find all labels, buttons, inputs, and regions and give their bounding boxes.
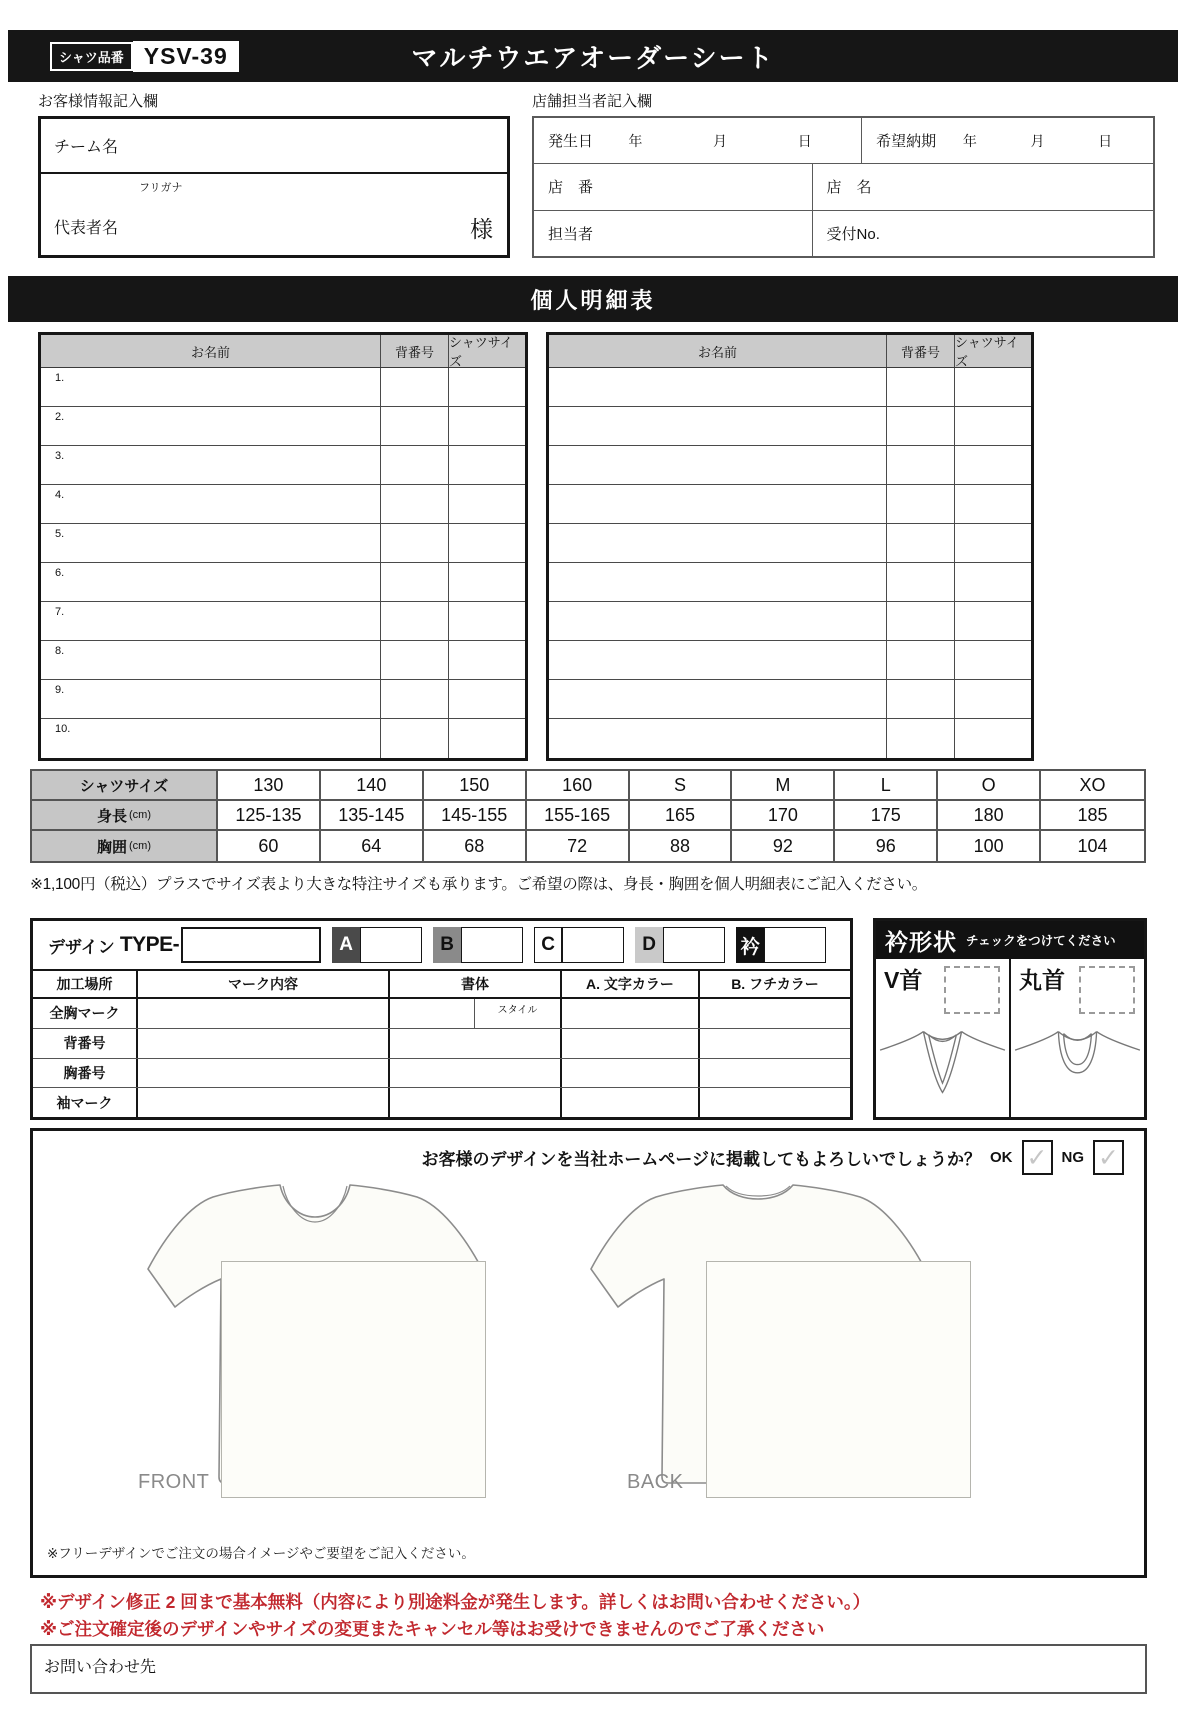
roster-table-right bbox=[546, 332, 1034, 761]
column-typeface: 書体 bbox=[390, 971, 562, 997]
roster-row bbox=[549, 641, 1031, 680]
size-row-value: O bbox=[938, 771, 1041, 799]
design-option-entry[interactable] bbox=[562, 927, 624, 963]
mark-table-header bbox=[33, 971, 850, 999]
roster-row bbox=[41, 680, 525, 719]
size-row bbox=[32, 771, 1144, 801]
ng-checkbox[interactable] bbox=[1093, 1140, 1124, 1175]
back-number-cell[interactable] bbox=[381, 485, 449, 523]
chest-row bbox=[32, 831, 1144, 861]
design-option-entry[interactable] bbox=[360, 927, 422, 963]
shirt-size-cell[interactable] bbox=[449, 368, 525, 406]
back-print-area[interactable] bbox=[706, 1261, 971, 1498]
typeface-cell[interactable] bbox=[390, 1029, 562, 1058]
mark-content-cell[interactable] bbox=[138, 1059, 390, 1088]
roster-row bbox=[549, 368, 1031, 407]
chest-row-value: 104 bbox=[1041, 831, 1144, 861]
back-number-cell[interactable] bbox=[887, 641, 955, 679]
back-number-cell[interactable] bbox=[381, 368, 449, 406]
issue-date-field[interactable] bbox=[534, 118, 862, 163]
round-neck-checkbox[interactable] bbox=[1079, 966, 1135, 1014]
back-number-cell[interactable] bbox=[887, 719, 955, 758]
product-number-label: シャツ品番 bbox=[50, 42, 133, 71]
issue-date-ymd bbox=[593, 131, 847, 151]
typeface-cell[interactable] bbox=[390, 999, 562, 1028]
roster-row bbox=[549, 719, 1031, 758]
design-option-entry[interactable] bbox=[461, 927, 523, 963]
height-row-value: 135-145 bbox=[321, 801, 424, 829]
name-cell[interactable]: 2. bbox=[41, 407, 381, 445]
roster-row bbox=[41, 563, 525, 602]
day-label: 日 bbox=[797, 132, 812, 149]
collar-option-round bbox=[1009, 959, 1144, 1117]
roster-row bbox=[41, 485, 525, 524]
type-label: TYPE- bbox=[119, 933, 180, 956]
letter-color-cell[interactable] bbox=[562, 1029, 700, 1058]
size-row-value: 140 bbox=[321, 771, 424, 799]
roster-row bbox=[41, 524, 525, 563]
name-cell[interactable] bbox=[549, 680, 887, 718]
vneck-label: V首 bbox=[884, 967, 923, 993]
store-row-shop bbox=[534, 164, 1153, 210]
shirt-size-cell[interactable] bbox=[955, 485, 1031, 523]
ng-label: NG bbox=[1061, 1149, 1084, 1166]
chest-row-value: 92 bbox=[732, 831, 835, 861]
roster-row bbox=[549, 680, 1031, 719]
day-label: 日 bbox=[1098, 132, 1113, 149]
size-row-value: 150 bbox=[424, 771, 527, 799]
unit-label: (cm) bbox=[129, 840, 151, 852]
height-row-value: 185 bbox=[1041, 801, 1144, 829]
customer-info-box bbox=[38, 116, 510, 258]
mark-row-2 bbox=[33, 1029, 850, 1059]
size-row-value: 160 bbox=[527, 771, 630, 799]
process-place-label: 全胸マーク bbox=[33, 999, 138, 1028]
roster-row bbox=[41, 602, 525, 641]
name-cell[interactable]: 5. bbox=[41, 524, 381, 562]
letter-color-cell[interactable] bbox=[562, 1088, 700, 1117]
column-process-place: 加工場所 bbox=[33, 971, 138, 997]
name-cell[interactable] bbox=[549, 485, 887, 523]
chest-row-value: 68 bbox=[424, 831, 527, 861]
roster-row bbox=[41, 641, 525, 680]
chest-row-value: 60 bbox=[218, 831, 321, 861]
name-cell[interactable] bbox=[549, 407, 887, 445]
design-option-label: A bbox=[332, 927, 360, 963]
design-option-label: C bbox=[534, 927, 562, 963]
collar-header bbox=[876, 921, 1144, 959]
chest-row-label bbox=[32, 831, 218, 861]
shirt-size-cell[interactable] bbox=[955, 446, 1031, 484]
mark-content-cell[interactable] bbox=[138, 1088, 390, 1117]
header-bar bbox=[8, 30, 1178, 82]
column-back-number: 背番号 bbox=[887, 335, 955, 367]
collar-title: 衿形状 bbox=[885, 928, 957, 955]
height-row-value: 155-165 bbox=[527, 801, 630, 829]
shirt-size-cell[interactable] bbox=[955, 368, 1031, 406]
back-number-cell[interactable] bbox=[381, 563, 449, 601]
chest-row-value: 96 bbox=[835, 831, 938, 861]
roster-row bbox=[549, 446, 1031, 485]
collar-options bbox=[876, 959, 1144, 1117]
edge-color-cell[interactable] bbox=[700, 999, 850, 1028]
design-option-label: 衿 bbox=[736, 927, 764, 963]
name-cell[interactable]: 4. bbox=[41, 485, 381, 523]
shirt-size-cell[interactable] bbox=[955, 680, 1031, 718]
customer-section-label: お客様情報記入欄 bbox=[38, 93, 159, 110]
design-type-row bbox=[33, 921, 850, 971]
shirt-size-cell[interactable] bbox=[955, 524, 1031, 562]
chest-row-value: 100 bbox=[938, 831, 1041, 861]
store-row-dates bbox=[534, 118, 1153, 164]
publish-permission-row bbox=[422, 1140, 1124, 1175]
size-row-value: 130 bbox=[218, 771, 321, 799]
size-note: ※1,100円（税込）プラスでサイズ表より大きな特注サイズも承ります。ご希望の際は、身長・胸囲を個人明細表にご記入ください。 bbox=[30, 876, 927, 893]
page-title: マルチウエアオーダーシート bbox=[411, 42, 775, 73]
notice-cancel: ※ご注文確定後のデザインやサイズの変更またキャンセル等はお受けできませんのでご了承ください bbox=[40, 1619, 825, 1639]
collar-option-vneck bbox=[876, 959, 1009, 1117]
height-row-value: 175 bbox=[835, 801, 938, 829]
back-number-cell[interactable] bbox=[381, 407, 449, 445]
column-name: お名前 bbox=[41, 335, 381, 367]
staff-label: 担当者 bbox=[548, 225, 594, 243]
staff-field[interactable] bbox=[534, 211, 813, 256]
year-label: 年 bbox=[628, 132, 643, 149]
roster-row bbox=[41, 446, 525, 485]
chest-row-value: 88 bbox=[630, 831, 733, 861]
size-row-value: S bbox=[630, 771, 733, 799]
back-number-cell[interactable] bbox=[887, 602, 955, 640]
name-cell[interactable] bbox=[549, 641, 887, 679]
mark-content-cell[interactable] bbox=[138, 999, 390, 1028]
store-name-label: 店 名 bbox=[826, 179, 872, 197]
design-type-input[interactable] bbox=[181, 927, 321, 963]
process-place-label: 胸番号 bbox=[33, 1059, 138, 1088]
design-box bbox=[30, 918, 853, 1120]
name-cell[interactable]: 7. bbox=[41, 602, 381, 640]
column-shirt-size: シャツサイズ bbox=[955, 335, 1019, 369]
roster-row bbox=[549, 524, 1031, 563]
store-section-label: 店舗担当者記入欄 bbox=[532, 93, 653, 110]
name-cell[interactable] bbox=[549, 446, 887, 484]
front-label: FRONT bbox=[138, 1471, 210, 1493]
round-neck-label: 丸首 bbox=[1019, 967, 1065, 993]
shirt-size-cell[interactable] bbox=[449, 563, 525, 601]
back-number-cell[interactable] bbox=[381, 680, 449, 718]
month-label: 月 bbox=[1030, 132, 1045, 149]
store-number-label: 店 番 bbox=[548, 179, 594, 197]
desired-date-ymd bbox=[936, 131, 1139, 151]
height-row-label-text: 身長 bbox=[96, 807, 127, 825]
shirt-size-cell[interactable] bbox=[955, 407, 1031, 445]
roster-header bbox=[41, 335, 525, 368]
roster-row bbox=[41, 407, 525, 446]
publish-question: お客様のデザインを当社ホームページに掲載してもよろしいでしょうか？ bbox=[421, 1150, 981, 1169]
back-number-cell[interactable] bbox=[887, 563, 955, 601]
typeface-cell[interactable] bbox=[390, 1059, 562, 1088]
name-cell[interactable] bbox=[549, 368, 887, 406]
store-info-table bbox=[532, 116, 1155, 258]
design-option-C bbox=[534, 927, 624, 963]
back-number-cell[interactable] bbox=[887, 368, 955, 406]
shirt-size-cell[interactable] bbox=[449, 524, 525, 562]
size-row-value: XO bbox=[1041, 771, 1144, 799]
size-chart-table bbox=[30, 769, 1146, 863]
details-section-title: 個人明細表 bbox=[8, 276, 1178, 322]
back-number-cell[interactable] bbox=[887, 485, 955, 523]
column-mark-content: マーク内容 bbox=[138, 971, 390, 997]
roster-body-right bbox=[549, 368, 1031, 758]
design-option-A bbox=[332, 927, 422, 963]
back-number-cell[interactable] bbox=[381, 602, 449, 640]
team-name-field[interactable] bbox=[41, 119, 507, 174]
size-row-label-text: シャツサイズ bbox=[79, 777, 169, 795]
design-option-entry[interactable] bbox=[764, 927, 826, 963]
shirt-size-cell[interactable] bbox=[449, 407, 525, 445]
ok-label: OK bbox=[990, 1149, 1013, 1166]
roster-row bbox=[549, 407, 1031, 446]
letter-color-cell[interactable] bbox=[562, 1059, 700, 1088]
representative-label: 代表者名 bbox=[54, 220, 119, 237]
design-option-衿 bbox=[736, 927, 826, 963]
shirt-size-cell[interactable] bbox=[449, 446, 525, 484]
size-row-value: M bbox=[732, 771, 835, 799]
name-cell[interactable] bbox=[549, 524, 887, 562]
contact-box[interactable] bbox=[30, 1644, 1147, 1694]
shirt-size-cell[interactable] bbox=[449, 602, 525, 640]
mark-content-cell[interactable] bbox=[138, 1029, 390, 1058]
design-option-entry[interactable] bbox=[663, 927, 725, 963]
shirt-size-cell[interactable] bbox=[955, 641, 1031, 679]
roster-row bbox=[41, 368, 525, 407]
shirt-size-cell[interactable] bbox=[449, 680, 525, 718]
mark-row-4 bbox=[33, 1088, 850, 1117]
mark-row-3 bbox=[33, 1059, 850, 1089]
name-cell[interactable] bbox=[549, 602, 887, 640]
name-cell[interactable] bbox=[549, 719, 887, 758]
desired-date-label: 希望納期 bbox=[876, 133, 937, 151]
month-label: 月 bbox=[713, 132, 728, 149]
height-row bbox=[32, 801, 1144, 831]
back-label: BACK bbox=[627, 1471, 684, 1493]
edge-color-cell[interactable] bbox=[700, 1059, 850, 1088]
letter-color-cell[interactable] bbox=[562, 999, 700, 1028]
shirt-size-cell[interactable] bbox=[955, 563, 1031, 601]
roster-header bbox=[549, 335, 1031, 368]
chest-row-value: 72 bbox=[527, 831, 630, 861]
desired-date-field[interactable] bbox=[862, 118, 1153, 163]
check-icon: ✓ bbox=[1098, 1143, 1119, 1172]
design-canvas-box bbox=[30, 1128, 1147, 1578]
notice-revision: ※デザイン修正 2 回まで基本無料（内容により別途料金が発生します。詳しくはお問い合わせください。） bbox=[40, 1592, 871, 1612]
height-row-value: 125-135 bbox=[218, 801, 321, 829]
back-number-cell[interactable] bbox=[381, 719, 449, 758]
design-option-group bbox=[321, 927, 826, 963]
height-row-value: 170 bbox=[732, 801, 835, 829]
collar-shape-box bbox=[873, 918, 1147, 1120]
name-cell[interactable]: 9. bbox=[41, 680, 381, 718]
back-number-cell[interactable] bbox=[887, 446, 955, 484]
free-design-note: ※フリーデザインでご注文の場合イメージやご要望をご記入ください。 bbox=[47, 1546, 475, 1561]
height-row-value: 165 bbox=[630, 801, 733, 829]
issue-date-label: 発生日 bbox=[548, 133, 594, 151]
height-row-value: 180 bbox=[938, 801, 1041, 829]
vneck-illustration bbox=[878, 1013, 1007, 1113]
roster-row bbox=[41, 719, 525, 758]
name-cell[interactable]: 10. bbox=[41, 719, 381, 758]
column-letter-color: A. 文字カラー bbox=[562, 971, 700, 997]
name-cell[interactable]: 3. bbox=[41, 446, 381, 484]
roster-row bbox=[549, 602, 1031, 641]
back-number-cell[interactable] bbox=[381, 524, 449, 562]
shirt-size-cell[interactable] bbox=[955, 719, 1031, 758]
column-name: お名前 bbox=[549, 335, 887, 367]
front-print-area[interactable] bbox=[221, 1261, 486, 1498]
design-option-B bbox=[433, 927, 523, 963]
chest-row-label-text: 胸囲 bbox=[96, 838, 127, 856]
column-back-number: 背番号 bbox=[381, 335, 449, 367]
store-name-field[interactable] bbox=[813, 164, 1153, 209]
furigana-label: フリガナ bbox=[139, 182, 183, 194]
design-option-label: B bbox=[433, 927, 461, 963]
process-place-label: 背番号 bbox=[33, 1029, 138, 1058]
name-cell[interactable] bbox=[549, 563, 887, 601]
vneck-checkbox[interactable] bbox=[944, 966, 1000, 1014]
size-row-value: L bbox=[835, 771, 938, 799]
honorific-label: 様 bbox=[470, 216, 493, 242]
name-cell[interactable]: 8. bbox=[41, 641, 381, 679]
check-icon: ✓ bbox=[1026, 1143, 1048, 1172]
back-number-cell[interactable] bbox=[887, 407, 955, 445]
unit-label: (cm) bbox=[129, 809, 151, 821]
back-number-cell[interactable] bbox=[887, 680, 955, 718]
column-shirt-size: シャツサイズ bbox=[449, 335, 513, 369]
back-number-cell[interactable] bbox=[887, 524, 955, 562]
roster-row bbox=[549, 563, 1031, 602]
ok-checkbox[interactable] bbox=[1022, 1140, 1053, 1175]
product-number-badge bbox=[50, 41, 239, 72]
store-number-field[interactable] bbox=[534, 164, 813, 209]
design-option-D bbox=[635, 927, 725, 963]
roster-row bbox=[549, 485, 1031, 524]
mark-table-body bbox=[33, 999, 850, 1117]
reception-number-field[interactable] bbox=[813, 211, 1153, 256]
store-row-staff bbox=[534, 211, 1153, 256]
column-edge-color: B. フチカラー bbox=[731, 976, 819, 992]
representative-field[interactable] bbox=[41, 174, 507, 256]
design-option-label: D bbox=[635, 927, 663, 963]
name-cell[interactable]: 6. bbox=[41, 563, 381, 601]
edge-color-cell[interactable] bbox=[700, 1088, 850, 1117]
contact-label: お問い合わせ先 bbox=[44, 1659, 157, 1676]
roster-table-left bbox=[38, 332, 528, 761]
shirt-size-cell[interactable] bbox=[449, 485, 525, 523]
edge-color-cell[interactable] bbox=[700, 1029, 850, 1058]
style-sub-cell[interactable]: スタイル bbox=[474, 999, 560, 1028]
shirt-size-cell[interactable] bbox=[449, 719, 525, 758]
chest-row-value: 64 bbox=[321, 831, 424, 861]
back-number-cell[interactable] bbox=[381, 446, 449, 484]
product-code: YSV-39 bbox=[133, 41, 239, 72]
process-place-label: 袖マーク bbox=[33, 1088, 138, 1117]
name-cell[interactable]: 1. bbox=[41, 368, 381, 406]
roster-body-left bbox=[41, 368, 525, 758]
mark-row-1 bbox=[33, 999, 850, 1029]
team-name-label: チーム名 bbox=[54, 139, 119, 156]
reception-number-label: 受付No. bbox=[826, 225, 880, 243]
size-row-label bbox=[32, 771, 218, 799]
design-label: デザイン bbox=[48, 937, 115, 957]
back-number-cell[interactable] bbox=[381, 641, 449, 679]
height-row-label bbox=[32, 801, 218, 829]
typeface-cell[interactable] bbox=[390, 1088, 562, 1117]
round-neck-illustration bbox=[1013, 1013, 1142, 1113]
shirt-size-cell[interactable] bbox=[449, 641, 525, 679]
collar-subtitle: チェックをつけてください bbox=[966, 934, 1116, 948]
year-label: 年 bbox=[962, 132, 977, 149]
height-row-value: 145-155 bbox=[424, 801, 527, 829]
shirt-size-cell[interactable] bbox=[955, 602, 1031, 640]
